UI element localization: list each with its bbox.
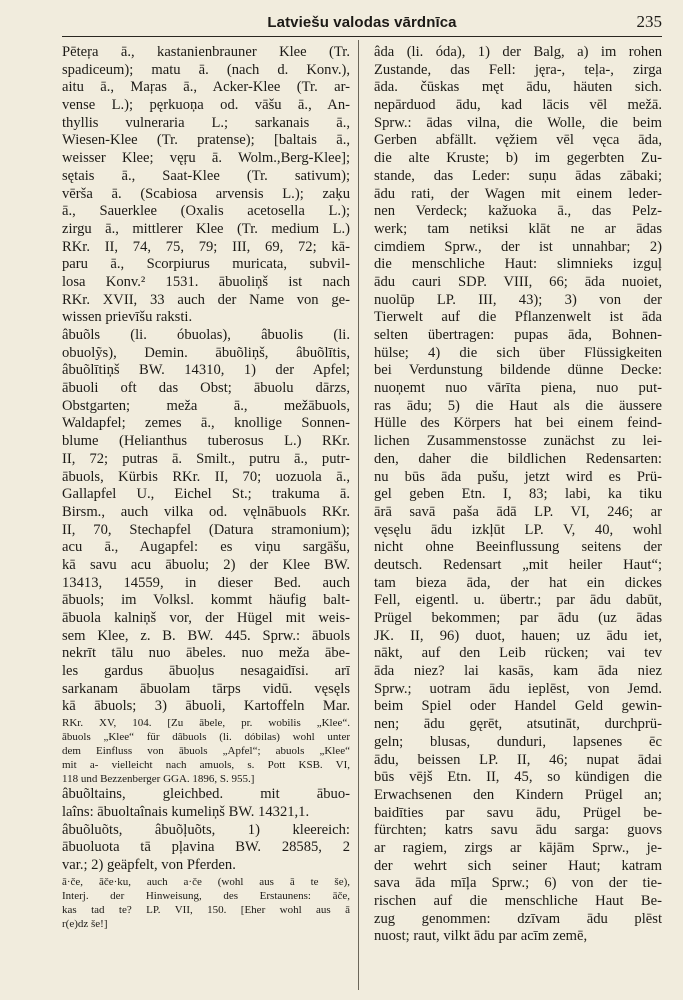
- text-line: fürchten; katrs savu ādu sarga: guovs: [374, 822, 662, 839]
- text-line: hülse; 4) die sich über Flüssigkeiten: [374, 344, 662, 361]
- text-line: mit a- vielleicht nach amuols, s. Pott KSB. VI,: [62, 759, 350, 772]
- text-line: āda. čūskas męt ādu, häuten sich.: [374, 79, 662, 96]
- left-column: [62, 44, 350, 989]
- text-line: lichen Zusammenstosse zunächst zu lei-: [374, 433, 662, 450]
- text-line: Gallapfel U., Eichel St.; trakuma ā.: [62, 486, 350, 503]
- text-line: RKr. II, 74, 75, 79; III, 69, 72; kā-: [62, 238, 350, 255]
- text-line: sętais ā., Saat-Klee (Tr. sativum);: [62, 167, 350, 184]
- text-line: 118 und Bezzenberger GGA. 1896, S. 955.]: [62, 773, 255, 786]
- text-line: var.; 2) geäpfelt, von Pferden.: [62, 856, 236, 873]
- text-line: ras ādu; 5) die Haut als die äussere: [374, 397, 662, 414]
- text-line: baidīties par savu ādu, Prügel be-: [374, 804, 662, 821]
- text-line: Waldapfel; zemes ā., knollige Sonnen-: [62, 415, 350, 432]
- text-line: den, daher die bildlichen Redensarten:: [374, 450, 662, 467]
- text-line: II, 72; putras ā. Smilt., putru ā., putr-: [62, 450, 350, 467]
- text-line: nepārduod ādu, kad lācis vēl mežā.: [374, 97, 662, 114]
- text-line: ābuols „Klee“ für dâbuols (li. dóbilas) wohl unter: [62, 731, 350, 744]
- text-line: ābuols, Kürbis RKr. II, 70; uozuola ā.,: [62, 468, 350, 485]
- text-line: nuost; raut, vilkt ādu par acīm zemē,: [374, 928, 588, 945]
- text-line: Prügel bekommen; par ādu (uz ādas: [374, 610, 662, 626]
- running-title: Latviešu valodas vārdnīca: [267, 14, 457, 31]
- text-line: paru ā., Scorpiurus muricata, subvil-: [62, 256, 350, 273]
- text-line: ā., Sauerklee (Oxalis acetosella L.);: [62, 203, 350, 220]
- text-line: Sprw.: ādas vilna, die Wolle, die beim: [374, 114, 662, 131]
- text-line: cimdiem Sprw., der ist unnahbar; 2): [374, 238, 662, 255]
- text-line: dem Einfluss von ābuols „Apfel“; abuols „Klee“: [62, 745, 350, 758]
- text-line: ābuola kalniņš vor, der Hügel mit weis-: [62, 610, 350, 626]
- text-line: nen Verdeck; kažuoka ā., das Pelz-: [374, 203, 662, 220]
- text-line: nicht ohne Beeinflussung seitens der: [374, 539, 662, 556]
- text-line: âbuõluõts, âbuõļuõts, 1) kleereich:: [62, 821, 350, 838]
- text-line: nen; ādu gęrēt, atsutināt, durchprü-: [374, 716, 662, 733]
- text-line: RKr. XV, 104. [Zu ābele, pr. wobilis „Klee“.: [62, 717, 350, 730]
- text-line: ādu cauri SDP. VIII, 66; āda nuoiet,: [374, 273, 662, 290]
- text-line: JK. II, 96) duot, hauen; uz ādu iet,: [374, 627, 662, 644]
- text-line: kas tad te? LP. VII, 150. [Eher wohl aus ā: [62, 903, 350, 916]
- text-line: obuolỹs), Demin. ābuõliņš, âbuõlītis,: [62, 344, 350, 361]
- text-line: losa Konv.² 1531. ābuoliņš ist nach: [62, 273, 350, 290]
- text-line: kā ābuols; 3) ābuoli, Kartoffeln Mar.: [62, 698, 350, 715]
- text-line: acu ā., Augapfel: es viņu sargāšu,: [62, 539, 350, 556]
- text-line: zug genommen: dzīvam ādu plēst: [374, 910, 662, 927]
- text-line: beim Spiel oder Handel Geld gewin-: [374, 698, 662, 715]
- text-line: nuoņemt nuo vārīta piena, nuo put-: [374, 380, 662, 397]
- text-line: āda niez? lai kasās, kam āda niez: [374, 663, 662, 680]
- text-line: weisser Klee; vęŗu ā. Wolm.,Berg-Klee];: [62, 150, 350, 167]
- text-line: aitu ā., Maŗas ā., Acker-Klee (Tr. ar-: [62, 79, 350, 96]
- text-line: Pēteŗa ā., kastanienbrauner Klee (Tr.: [62, 44, 350, 60]
- text-line: ā·če, āče·ku, auch a·če (wohl aus ā te še),: [62, 875, 350, 888]
- text-line: sarkanam ābuolam tārps vidū. vęsęls: [62, 680, 350, 697]
- text-line: nu būs āda pušu, jetzt wird es Prü-: [374, 468, 662, 485]
- text-line: nuolūp LP. III, 43); 3) von der: [374, 291, 662, 308]
- text-line: būs vējš Etn. II, 45, so kündigen die: [374, 769, 662, 786]
- text-line: tam bieza āda, der hat ein dickes: [374, 574, 662, 591]
- text-line: gel geben Etn. I, 83; labi, ka tiku: [374, 486, 662, 503]
- text-line: die alte Kruste; b) im gegerbten Zu-: [374, 150, 662, 167]
- text-line: ābuols; im Volksl. kommt häufig balt-: [62, 592, 350, 609]
- text-line: stande, das Leder: suņu ādas zābaki;: [374, 167, 662, 184]
- text-line: thyllis vulneraria L.; sarkanais ā.,: [62, 114, 350, 131]
- text-line: les gardus ābuoļus nesagaidīsi. arī: [62, 663, 350, 680]
- text-line: âda (li. óda), 1) der Balg, a) im rohen: [374, 44, 662, 60]
- text-line: ārā savā paša ādā LP. VI, 246; ar: [374, 503, 662, 520]
- text-line: laîns: ābuoltaînais kumeliņš BW. 14321,1.: [62, 803, 310, 820]
- text-line: RKr. XVII, 33 auch der Name von ge-: [62, 291, 350, 308]
- text-line: nekrīt tālu nuo ābeles. nuo meža ābe-: [62, 645, 350, 662]
- text-line: Fell, eigentl. u. übertr.; par ādu dabūt,: [374, 592, 662, 609]
- text-line: ābuoli oft das Obst; ābuolu dārzs,: [62, 380, 350, 397]
- right-column: [374, 44, 662, 989]
- text-line: vense L.); pęrkuoņa od. vāšu ā., An-: [62, 97, 350, 114]
- text-line: Birsm., auch vilka od. vęlnābuols RKr.: [62, 503, 350, 520]
- text-line: âbuõlītiņš BW. 14310, 1) der Apfel;: [62, 362, 350, 379]
- text-line: vērša ā. (Scabiosa arvensis L.); zaķu: [62, 185, 350, 202]
- text-line: zirgu ā., mittlerer Klee (Tr. medium L.): [62, 220, 350, 237]
- page-number: 235: [636, 12, 662, 31]
- text-line: ābuoluota tā pļavina BW. 28585, 2: [62, 839, 350, 856]
- text-line: nākt, auf den Leib rücken; vai tev: [374, 645, 662, 662]
- text-line: vęsęlu ādu izkļūt LP. V, 40, wohl: [374, 521, 662, 538]
- text-line: Sprw.; uotram ādu ieplēst, von Jemd.: [374, 680, 662, 697]
- text-line: ar ragiem, zirgs ar kājām Sprw., je-: [374, 839, 662, 856]
- column-divider: [358, 40, 359, 990]
- text-line: Tierwelt auf die Pflanzenwelt ist āda: [374, 309, 662, 326]
- page-header: [62, 10, 662, 36]
- text-line: der wehrt sich seiner Haut; katram: [374, 857, 662, 874]
- text-line: ādu, beissen LP. II, 46; nupat ādai: [374, 751, 662, 768]
- text-line: Zustande, das Fell: jęra-, teļa-, zirga: [374, 61, 662, 78]
- text-line: Interj. der Hinweisung, des Erstaunens: āče,: [62, 889, 350, 902]
- text-line: geln; blusas, dunduri, lapsenes ēc: [374, 733, 662, 750]
- text-line: Wiesen-Klee (Tr. pratense); [baltais ā.,: [62, 132, 350, 149]
- text-line: die menschliche Haut: slimnieks izguļ: [374, 256, 662, 273]
- text-line: ādu rati, der Wagen mit einem leder-: [374, 185, 662, 202]
- text-line: kā savu acu ābuolu; 2) der Klee BW.: [62, 556, 350, 573]
- text-line: âbuõls (li. óbuolas), âbuolis (li.: [62, 327, 350, 343]
- text-line: Gerben abfällt. vęžiem vēl vęca āda,: [374, 132, 662, 149]
- text-line: spadiceum); matu ā. (nach d. Konv.),: [62, 61, 350, 78]
- text-line: wissen prievīšu raksti.: [62, 309, 193, 326]
- header-rule: [62, 36, 662, 37]
- text-line: rischen auf die menschliche Haut Be-: [374, 893, 662, 909]
- text-line: II, 70, Stechapfel (Datura stramonium);: [62, 521, 350, 538]
- text-line: Erwachsenen den Kindern Prügel an;: [374, 786, 662, 803]
- text-line: sava āda mīļa Sprw.; 6) von der tie-: [374, 875, 662, 892]
- text-line: deutsch. Redensart „mit heiler Haut“;: [374, 556, 662, 573]
- text-line: werk; tam netiksi klāt ne ar ādas: [374, 220, 662, 237]
- text-line: Obstgarten; meža ā., mežābuols,: [62, 397, 350, 414]
- text-line: sem Klee, z. B. BW. 445. Sprw.: ābuols: [62, 627, 350, 644]
- text-line: âbuõltains, gleichbed. mit ābuo-: [62, 786, 350, 803]
- text-line: selten übertragen: pupas āda, Bohnen-: [374, 327, 662, 343]
- text-line: blume (Helianthus tuberosus L.) RKr.: [62, 433, 350, 450]
- text-line: bei Verdunstung bildende dünne Decke:: [374, 362, 662, 379]
- text-line: r(e)dz še!]: [62, 917, 108, 930]
- text-line: Hülle des Körpers hat bei einem feind-: [374, 415, 662, 432]
- text-line: 13413, 14559, in dieser Bed. auch: [62, 574, 350, 591]
